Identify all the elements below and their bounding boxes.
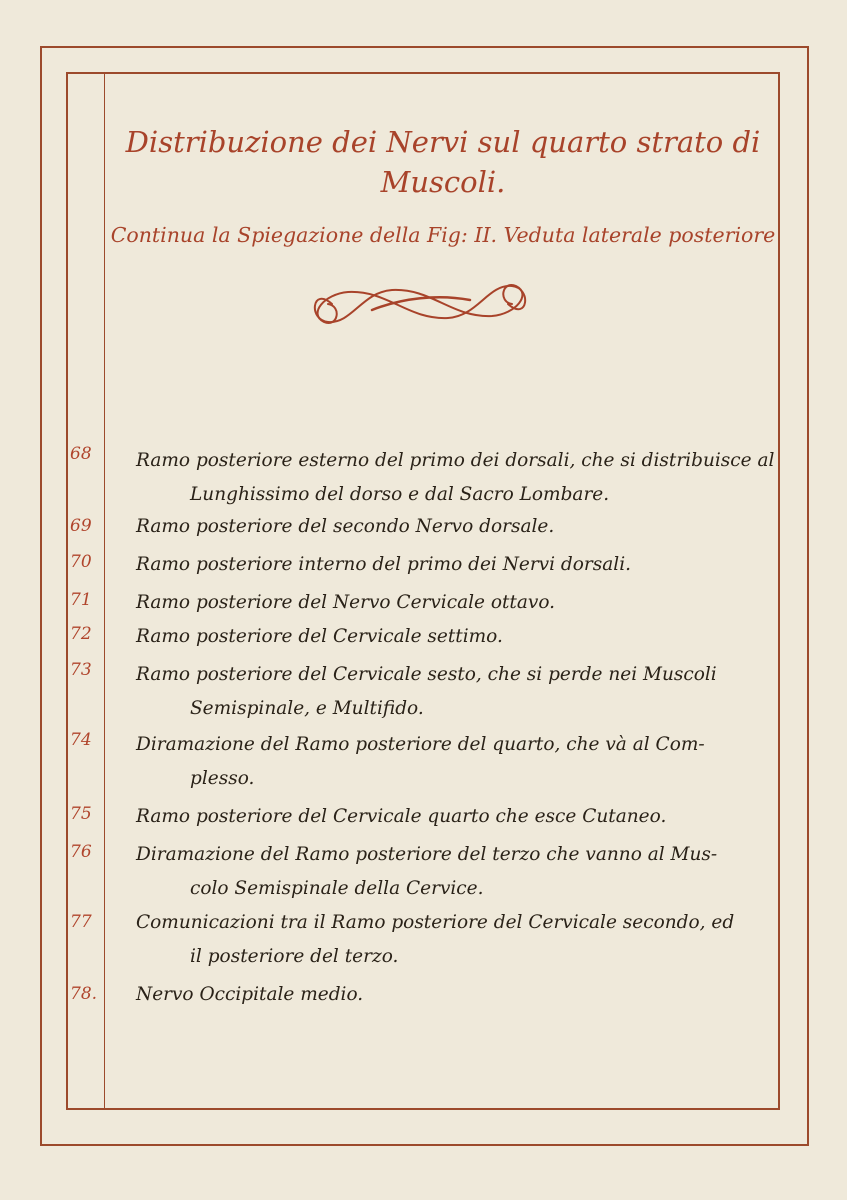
entry-number: 71: [70, 590, 92, 610]
entry-text: Ramo posteriore del secondo Nervo dorsale.: [136, 516, 555, 537]
entry-number: 78.: [70, 984, 98, 1004]
entry-number: 73: [70, 660, 92, 680]
page-subtitle: Continua la Spiegazione della Fig: II. Veduta laterale posteriore: [110, 223, 776, 247]
entry-text: Diramazione del Ramo posteriore del quarto, che và al Com-: [136, 734, 705, 755]
entry-continuation: il posteriore del terzo.: [190, 946, 399, 967]
entry-number: 75: [70, 804, 92, 824]
entry-continuation: plesso.: [190, 768, 255, 789]
margin-rule: [104, 72, 105, 1110]
entry-continuation: Lunghissimo del dorso e dal Sacro Lombare.: [190, 484, 610, 505]
entry-number: 68: [70, 444, 92, 464]
entry-text: Nervo Occipitale medio.: [136, 984, 364, 1005]
entry-number: 70: [70, 552, 92, 572]
entry-text: Ramo posteriore del Cervicale quarto che esce Cutaneo.: [136, 806, 667, 827]
entry-number: 77: [70, 912, 92, 932]
entry-text: Ramo posteriore del Cervicale settimo.: [136, 626, 503, 647]
entry-number: 72: [70, 624, 92, 644]
entry-text: Ramo posteriore del Cervicale sesto, che si perde nei Muscoli: [136, 664, 717, 685]
entry-text: Ramo posteriore interno del primo dei Nervi dorsali.: [136, 554, 631, 575]
entry-text: Comunicazioni tra il Ramo posteriore del Cervicale secondo, ed: [136, 912, 735, 933]
entry-number: 69: [70, 516, 92, 536]
page-title: Distribuzione dei Nervi sul quarto strato di Muscoli.: [125, 125, 761, 199]
entry-text: Diramazione del Ramo posteriore del terzo che vanno al Mus-: [136, 844, 718, 865]
entry-continuation: Semispinale, e Multifido.: [190, 698, 424, 719]
entry-text: Ramo posteriore esterno del primo dei dorsali, che si distribuisce al: [136, 450, 775, 471]
entry-number: 76: [70, 842, 92, 862]
entry-number: 74: [70, 730, 92, 750]
entry-text: Ramo posteriore del Nervo Cervicale ottavo.: [136, 592, 556, 613]
flourish-ornament-icon: [302, 274, 538, 334]
entry-continuation: colo Semispinale della Cervice.: [190, 878, 484, 899]
